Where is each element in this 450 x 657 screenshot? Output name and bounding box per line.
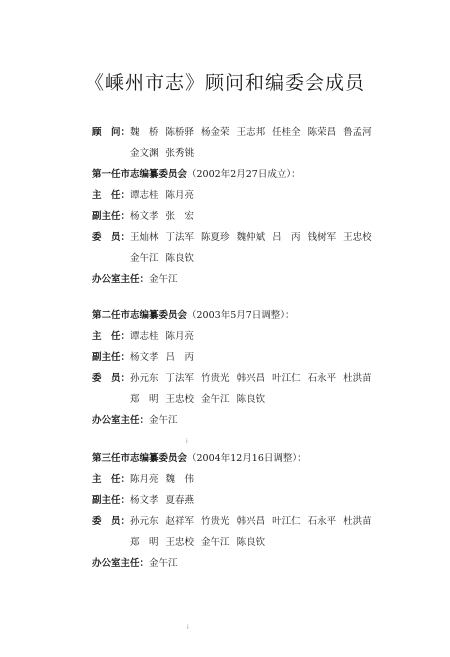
director-name: 谭志桂	[130, 190, 159, 201]
member-names	[130, 372, 395, 406]
member-name: 叶江仁	[272, 516, 301, 527]
director-name: 陈月亮	[165, 190, 195, 201]
committee-date-note: （2002年2月27日成立）：	[187, 169, 301, 180]
director-name: 陈月亮	[165, 331, 195, 342]
director-name: 谭志桂	[130, 331, 159, 342]
office-row	[92, 414, 442, 427]
deputy-name: 杨文孝	[130, 495, 159, 506]
advisor-name: 陈桥驿	[165, 127, 195, 138]
deputy-name: 吕 丙	[165, 352, 195, 363]
member-name: 魏仲斌	[236, 232, 266, 243]
member-name: 金午江	[201, 394, 230, 405]
director-row	[92, 473, 442, 486]
member-name: 王灿林	[130, 232, 159, 243]
deputy-name: 杨文孝	[130, 211, 159, 222]
member-name: 孙元东	[130, 373, 159, 384]
scan-speck: ⁞	[186, 438, 188, 445]
committee-2-heading	[92, 309, 442, 322]
members-row	[92, 231, 442, 265]
committee-1-section	[92, 168, 442, 294]
director-row	[92, 189, 442, 202]
advisor-name: 张秀铫	[165, 148, 195, 159]
member-name: 郑 明	[130, 537, 159, 548]
member-name: 杜洪苗	[343, 516, 372, 527]
member-name: 王忠校	[343, 232, 372, 243]
director-name: 陈月亮	[130, 474, 159, 485]
member-name: 赵祥军	[165, 516, 195, 527]
director-label: 主 任：	[92, 190, 131, 201]
deputy-names	[130, 351, 395, 364]
office-head-name: 金午江	[149, 274, 178, 285]
advisor-name: 王志邦	[236, 127, 266, 138]
director-row	[92, 330, 442, 343]
committee-date-note: （2004年12月16日调整）：	[187, 453, 307, 464]
advisors-names	[130, 126, 395, 160]
advisor-name: 魏 桥	[130, 127, 159, 138]
member-name: 陈良钦	[165, 253, 195, 264]
members-label: 委 员：	[92, 232, 131, 243]
members-label: 委 员：	[92, 373, 131, 384]
member-name: 杜洪苗	[343, 373, 372, 384]
deputy-label: 副主任：	[92, 352, 131, 363]
member-name: 陈良钦	[236, 394, 266, 405]
committee-heading-text: 第一任市志编纂委员会	[92, 169, 188, 180]
office-label: 办公室主任：	[92, 558, 150, 569]
members-label: 委 员：	[92, 516, 131, 527]
advisors-row	[92, 126, 442, 160]
member-name: 钱树军	[307, 232, 337, 243]
deputy-names	[130, 494, 395, 507]
member-name: 金午江	[201, 537, 230, 548]
office-head-name: 金午江	[149, 415, 178, 426]
director-names	[130, 473, 395, 486]
member-name: 韩兴昌	[236, 373, 266, 384]
member-names	[130, 231, 395, 265]
page-title: 《嵊州市志》顾问和编委会成员	[84, 72, 365, 94]
member-name: 韩兴昌	[236, 516, 266, 527]
member-names	[130, 515, 395, 549]
director-names	[130, 330, 395, 343]
committee-2-section	[92, 309, 442, 435]
advisor-name: 杨金荣	[201, 127, 230, 138]
director-names	[130, 189, 395, 202]
member-name: 石永平	[307, 373, 337, 384]
deputy-row	[92, 494, 442, 507]
director-name: 魏 伟	[165, 474, 195, 485]
member-name: 竹贵光	[201, 373, 230, 384]
member-name: 孙元东	[130, 516, 159, 527]
member-name: 陈良钦	[236, 537, 266, 548]
member-name: 叶江仁	[272, 373, 301, 384]
member-name: 王忠校	[165, 394, 195, 405]
members-row	[92, 515, 442, 549]
member-name: 丁法军	[165, 232, 195, 243]
deputy-row	[92, 351, 442, 364]
committee-date-note: （2003年5月7日调整）：	[187, 310, 295, 321]
member-name: 郑 明	[130, 394, 159, 405]
member-name: 金午江	[130, 253, 159, 264]
advisor-name: 任桂全	[272, 127, 301, 138]
deputy-name: 夏春燕	[165, 495, 195, 506]
office-label: 办公室主任：	[92, 415, 150, 426]
advisor-name: 金文渊	[130, 148, 159, 159]
committee-3-section	[92, 452, 442, 578]
member-name: 石永平	[307, 516, 337, 527]
committee-heading-text: 第二任市志编纂委员会	[92, 310, 188, 321]
deputy-name: 张 宏	[165, 211, 195, 222]
deputy-row	[92, 210, 442, 223]
member-name: 王忠校	[165, 537, 195, 548]
committee-1-heading	[92, 168, 442, 181]
director-label: 主 任：	[92, 474, 131, 485]
deputy-names	[130, 210, 395, 223]
member-name: 丁法军	[165, 373, 195, 384]
committee-3-heading	[92, 452, 442, 465]
office-head-name: 金午江	[149, 558, 178, 569]
advisor-name: 鲁孟河	[343, 127, 372, 138]
member-name: 竹贵光	[201, 516, 230, 527]
member-name: 陈夏珍	[201, 232, 230, 243]
office-label: 办公室主任：	[92, 274, 150, 285]
deputy-label: 副主任：	[92, 211, 131, 222]
member-name: 吕 丙	[272, 232, 301, 243]
committee-heading-text: 第三任市志编纂委员会	[92, 453, 188, 464]
deputy-name: 杨文孝	[130, 352, 159, 363]
office-row	[92, 557, 442, 570]
advisor-name: 陈荣昌	[307, 127, 337, 138]
office-row	[92, 273, 442, 286]
advisors-section	[92, 126, 442, 168]
director-label: 主 任：	[92, 331, 131, 342]
members-row	[92, 372, 442, 406]
scan-speck: ⁞	[187, 624, 189, 631]
deputy-label: 副主任：	[92, 495, 131, 506]
advisors-label: 顾 问：	[92, 127, 131, 138]
